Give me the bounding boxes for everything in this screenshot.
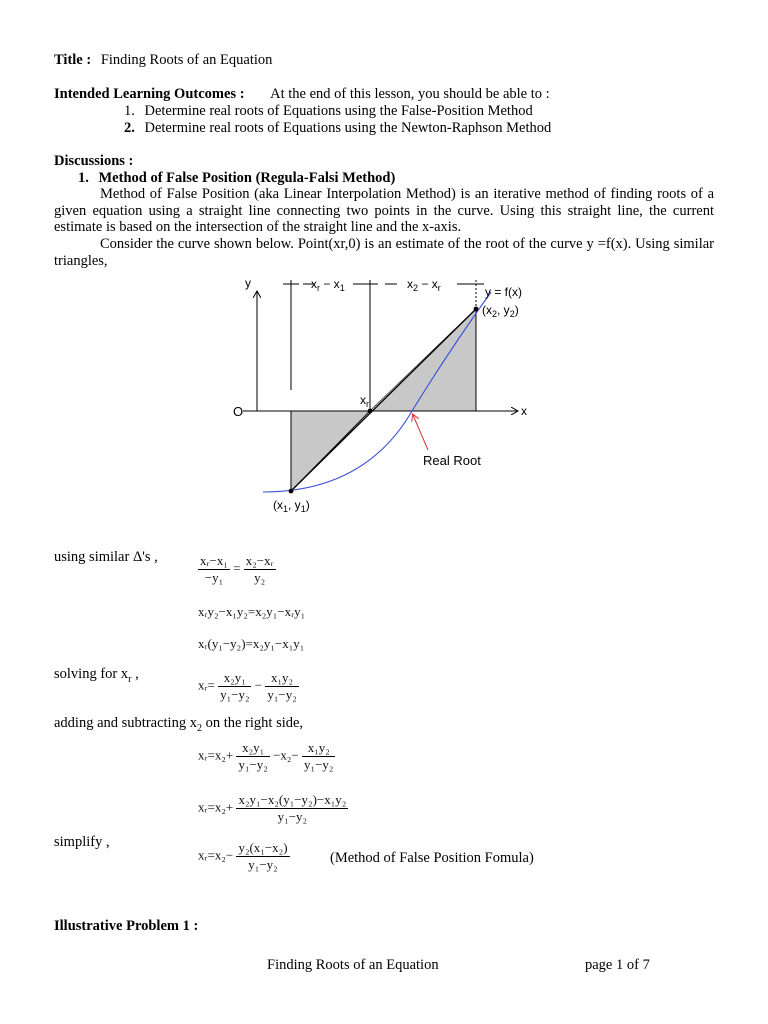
point-1-label: ($x_1$, $y_1$) <box>273 498 310 514</box>
paragraph-consider: Consider the curve shown below. Point(xr,0) is an estimate of the root of the curve y =f(x). Using similar triangles, <box>54 236 714 269</box>
similar-triangles-text: using similar Δ's , <box>54 549 158 565</box>
curve-label: y = f(x) <box>485 285 523 299</box>
equation-4: xᵣ= $\frac{\text{x₂y₁}}{\text{y₁−y₂}}$ − $\frac{\text{x₁y₂}}{\text{y₁−y₂}}$ <box>198 670 297 702</box>
section-number: 1. <box>78 170 89 186</box>
ilo-label: Intended Learning Outcomes : <box>54 86 245 102</box>
equation-1: $\frac{\text{xᵣ−x₁}}{\text{−y₁}}$ = $\frac{\text{x₂−xᵣ}}{\text{y₂}}$ <box>200 553 274 585</box>
title-label: Title : <box>54 52 92 68</box>
equation-2: xᵣy₂−x₁y₂=x₂y₁−xᵣy₁ <box>198 604 306 619</box>
equation-7: xᵣ=x₂− $\frac{\text{y₂(x₁−x₂)}}{\text{y₁−y₂}}$ <box>198 840 288 872</box>
footer-title: Finding Roots of an Equation <box>267 957 439 973</box>
paragraph-method: Method of False Position (aka Linear Interpolation Method) is an iterative method of finding roots of a given equation using a straight line connecting two points in the curve. Using this straight line, the current estimate is based on the intersection of the straight line and the x-axis. <box>54 186 714 235</box>
outcome-item <box>124 120 551 137</box>
outcome-number: 1. <box>124 103 135 119</box>
false-position-figure <box>225 272 545 517</box>
x-axis-label: x <box>521 404 527 418</box>
formula-note: (Method of False Position Fomula) <box>330 850 534 866</box>
origin-label: O <box>233 404 244 419</box>
outcome-item <box>124 103 533 120</box>
section-heading <box>78 170 395 187</box>
problem-heading: Illustrative Problem 1 : <box>54 918 199 934</box>
title-line <box>54 52 272 69</box>
segment-label-right: $x_2 - x_r$ <box>407 277 441 293</box>
section-title: Method of False Position (Regula-Falsi Method) <box>98 170 396 186</box>
page-title: Finding Roots of an Equation <box>100 52 273 68</box>
real-root-arrow <box>413 415 428 450</box>
footer-page-number: page 1 of 7 <box>585 957 650 973</box>
real-root-label: Real Root <box>423 453 481 468</box>
segment-label-left: $x_r - x_1$ <box>311 277 345 293</box>
equation-6: xᵣ=x₂+ $\frac{\text{x₂y₁−x₂(y₁−y₂)−x₁y₂}}{\text{y₁−y₂}}$ <box>198 792 347 824</box>
ilo-intro: At the end of this lesson, you should be able to : <box>270 86 550 102</box>
outcome-text: Determine real roots of Equations using the Newton-Raphson Method <box>144 120 552 136</box>
simplify-text: simplify , <box>54 834 110 850</box>
y-axis-label: y <box>245 276 251 290</box>
outcome-text: Determine real roots of Equations using the False-Position Method <box>144 103 533 119</box>
solving-text: solving for $x_r$ , <box>54 666 139 685</box>
adding-text: adding and subtracting $x_2$ on the right side, <box>54 715 304 734</box>
point-2-label: ($x_2$, $y_2$) <box>482 303 519 319</box>
ilo-line <box>54 86 550 103</box>
outcome-number: 2. <box>124 120 135 136</box>
discussions-heading: Discussions : <box>54 153 134 169</box>
xr-label: $x_r$ <box>360 393 369 409</box>
equation-3: xᵣ(y₁−y₂)=x₂y₁−x₁y₁ <box>198 636 305 651</box>
equation-5: xᵣ=x₂+ $\frac{\text{x₂y₁}}{\text{y₁−y₂}}$ −x₂− $\frac{\text{x₁y₂}}{\text{y₁−y₂}}$ <box>198 740 334 772</box>
